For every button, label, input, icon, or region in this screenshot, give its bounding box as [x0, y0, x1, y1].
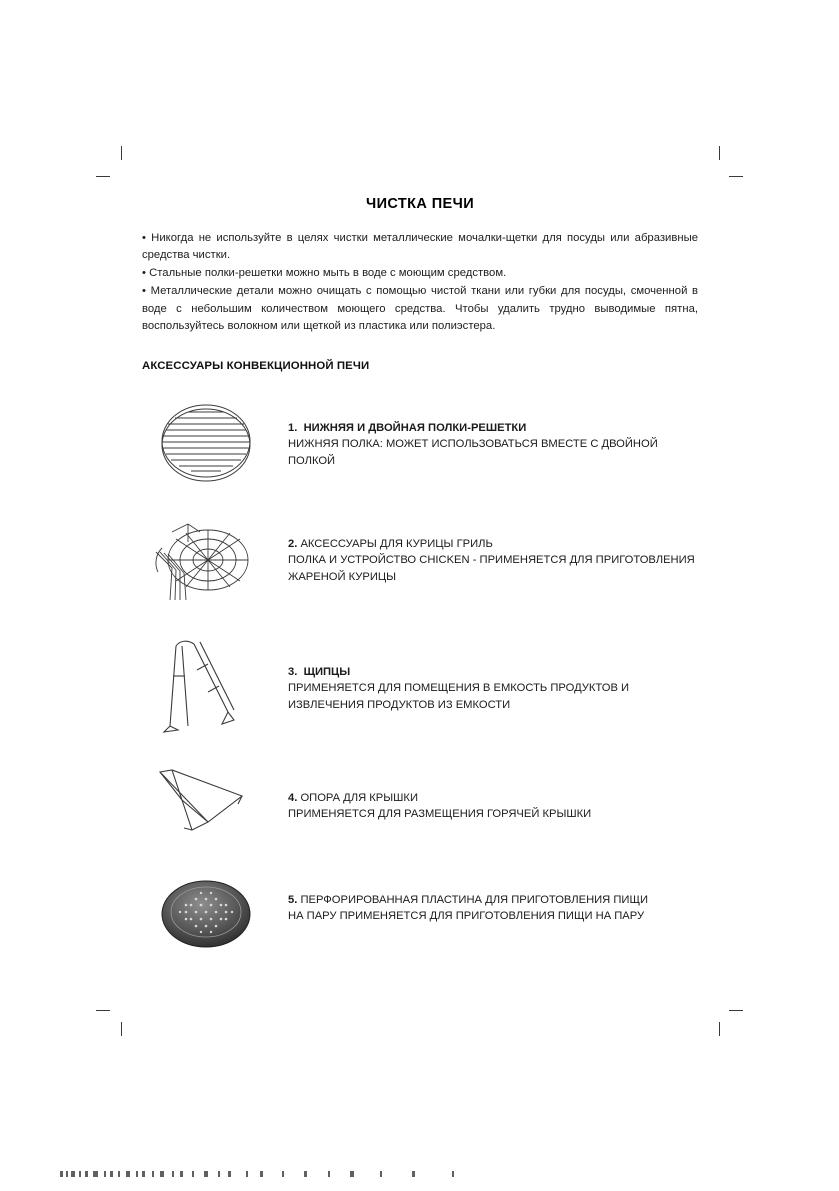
crop-mark-top-right-horizontal: [729, 176, 743, 177]
page-content: [142, 196, 698, 974]
accessory-description: ПРИМЕНЯЕТСЯ ДЛЯ РАЗМЕЩЕНИЯ ГОРЯЧЕЙ КРЫШКИ: [288, 808, 592, 821]
accessory-text: [288, 508, 698, 585]
accessory-text: [288, 756, 591, 823]
accessory-description: ПОЛКА И УСТРОЙСТВО CHICKEN - ПРИМЕНЯЕТСЯ ДЛЯ ПРИГОТОВЛЕНИЯ ЖАРЕНОЙ КУРИЦЫ: [288, 554, 695, 583]
list-item: [142, 634, 698, 738]
accessory-title: НИЖНЯЯ И ДВОЙНАЯ ПОЛКИ-РЕШЕТКИ: [303, 421, 527, 434]
crop-mark-bottom-right-vertical: [719, 1022, 720, 1036]
section-title-accessories: АКСЕССУАРЫ КОНВЕКЦИОННОЙ ПЕЧИ: [142, 359, 370, 372]
crop-mark-top-left-vertical: [121, 146, 122, 160]
chicken-grill-rack-icon: [142, 508, 270, 616]
accessory-title: ЩИПЦЫ: [303, 665, 351, 678]
crop-mark-top-right-vertical: [719, 146, 720, 160]
accessory-text: [288, 634, 698, 713]
crop-mark-bottom-right-horizontal: [729, 1010, 743, 1011]
crop-mark-bottom-left-vertical: [121, 1022, 122, 1036]
accessory-title: ПЕРФОРИРОВАННАЯ ПЛАСТИНА ДЛЯ ПРИГОТОВЛЕНИЯ ПИЩИ: [300, 893, 648, 906]
instruction-bullet-1: • Никогда не используйте в целях чистки металлические мочалки-щетки для посуды или абразивные средства чистки.: [142, 232, 698, 262]
page-title: ЧИСТКА ПЕЧИ: [365, 196, 475, 212]
round-wire-rack-icon: [142, 400, 270, 490]
print-registration-strip: [60, 1169, 780, 1179]
crop-mark-bottom-left-horizontal: [96, 1010, 110, 1011]
instruction-bullet-3: • Металлические детали можно очищать с помощью чистой ткани или губки для посуды, смоченной в воде с небольшим количеством моющего средства. Чтобы удалить трудно выводимые пятна, воспользуйтесь волокном или щеткой из пластика или полиэстера.: [142, 285, 698, 332]
accessory-title: ОПОРА ДЛЯ КРЫШКИ: [300, 791, 418, 804]
accessory-description: НИЖНЯЯ ПОЛКА: МОЖЕТ ИСПОЛЬЗОВАТЬСЯ ВМЕСТЕ С ДВОЙНОЙ ПОЛКОЙ: [288, 438, 658, 467]
accessory-text: [288, 870, 648, 925]
accessories-list: [142, 400, 698, 956]
accessory-number: 1.: [288, 421, 298, 434]
cleaning-instructions: [142, 230, 698, 335]
list-item: [142, 870, 698, 956]
accessory-number: 3.: [288, 665, 298, 678]
accessory-number: 5.: [288, 893, 298, 906]
instruction-bullet-2: • Стальные полки-решетки можно мыть в воде с моющим средством.: [142, 267, 507, 280]
perforated-steam-plate-icon: [142, 870, 270, 956]
lid-stand-icon: [142, 756, 270, 852]
crop-mark-top-left-horizontal: [96, 176, 110, 177]
accessory-description: НА ПАРУ ПРИМЕНЯЕТСЯ ДЛЯ ПРИГОТОВЛЕНИЯ ПИЩИ НА ПАРУ: [288, 910, 645, 923]
accessory-title: АКСЕССУАРЫ ДЛЯ КУРИЦЫ ГРИЛЬ: [300, 537, 493, 550]
tongs-icon: [142, 634, 270, 738]
accessory-description: ПРИМЕНЯЕТСЯ ДЛЯ ПОМЕЩЕНИЯ В ЕМКОСТЬ ПРОДУКТОВ И ИЗВЛЕЧЕНИЯ ПРОДУКТОВ ИЗ ЕМКОСТИ: [288, 682, 630, 711]
accessory-text: [288, 400, 698, 469]
accessory-number: 4.: [288, 791, 298, 804]
list-item: [142, 508, 698, 616]
accessory-number: 2.: [288, 537, 298, 550]
list-item: [142, 400, 698, 490]
list-item: [142, 756, 698, 852]
